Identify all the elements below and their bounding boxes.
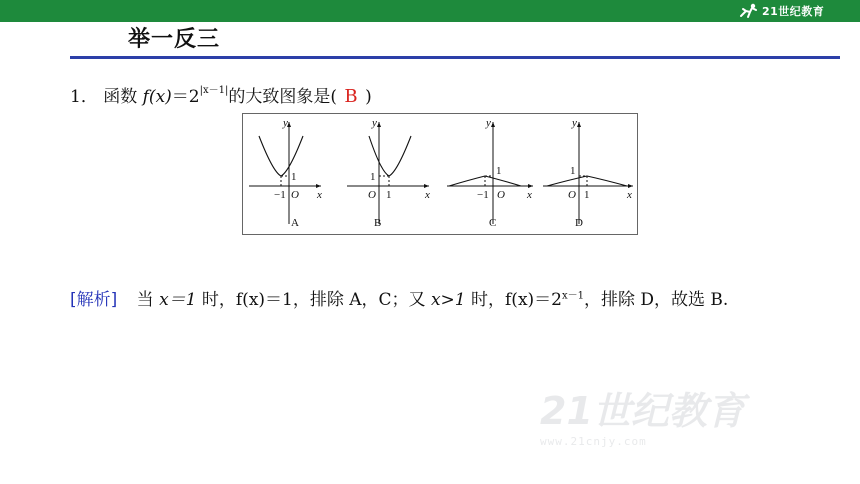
analysis-line	[70, 285, 728, 310]
panel-b-y-label: y	[372, 117, 377, 129]
watermark-url: www.21cnjy.com	[540, 435, 647, 448]
panel-b-tick-1: 1	[370, 171, 376, 183]
title-underline	[70, 56, 840, 59]
panel-c-origin: O	[497, 189, 505, 201]
panel-a-origin: O	[291, 189, 299, 201]
question-line	[70, 82, 372, 107]
analysis-x-eq: x＝1	[159, 290, 197, 310]
analysis-text-4: ，排除 D，故选 B.	[584, 290, 729, 310]
analysis-x-gt: x>1	[430, 290, 466, 310]
analysis-tag: [解析]	[70, 290, 118, 310]
question-stem-suffix: 的大致图象是(	[228, 87, 338, 107]
panel-d-label: D	[575, 217, 583, 229]
panel-a-tick-1: 1	[291, 171, 297, 183]
panel-b-origin: O	[368, 189, 376, 201]
question-number: 1．	[70, 87, 98, 107]
panel-b-x-label: x	[425, 189, 430, 201]
panel-d-x-label: x	[627, 189, 632, 201]
watermark-logo	[540, 380, 745, 448]
panel-c-label: C	[489, 217, 497, 229]
analysis-f2: f(x)＝2	[505, 290, 562, 310]
graph-panel-b	[347, 117, 430, 229]
graph-panel-c	[447, 117, 533, 229]
section-title: 举一反三	[128, 27, 221, 52]
brand-logo	[738, 2, 824, 20]
question-close: )	[365, 87, 372, 107]
panel-c-x-label: x	[527, 189, 532, 201]
graph-panel-d	[543, 117, 633, 229]
question-stem-prefix: 函数	[103, 87, 138, 107]
panel-d-tick-1-x: 1	[584, 189, 590, 201]
question-equals: ＝2	[171, 87, 200, 107]
analysis-text-1: 当	[136, 290, 154, 310]
watermark-text: 21世纪教育	[540, 389, 745, 433]
question-func: f(x)	[142, 87, 172, 107]
runner-icon	[738, 3, 760, 19]
brand-text: 21世纪教育	[762, 5, 825, 18]
panel-c-y-label: y	[486, 117, 491, 129]
analysis-text-3: 时，	[471, 290, 506, 310]
question-exponent: |x－1|	[199, 85, 229, 97]
panel-a-tick-neg1: −1	[274, 189, 286, 201]
analysis-f1: f(x)＝1，排除 A，C；又	[235, 290, 426, 310]
graph-options-figure	[242, 113, 638, 235]
graph-options-svg	[243, 114, 637, 234]
panel-d-y-label: y	[572, 117, 577, 129]
panel-d-origin: O	[568, 189, 576, 201]
graph-panel-a	[249, 117, 322, 229]
panel-a-y-label: y	[283, 117, 288, 129]
panel-b-tick-1-x: 1	[386, 189, 392, 201]
analysis-exp: x－1	[561, 290, 584, 302]
panel-a-x-label: x	[317, 189, 322, 201]
top-bar	[0, 0, 860, 22]
analysis-text-2: 时，	[201, 290, 236, 310]
answer-choice: B	[344, 86, 358, 107]
panel-a-label: A	[291, 217, 299, 229]
panel-c-tick-neg1: −1	[477, 189, 489, 201]
panel-b-label: B	[374, 217, 382, 229]
panel-d-tick-1: 1	[570, 165, 576, 177]
panel-c-tick-1: 1	[496, 165, 502, 177]
